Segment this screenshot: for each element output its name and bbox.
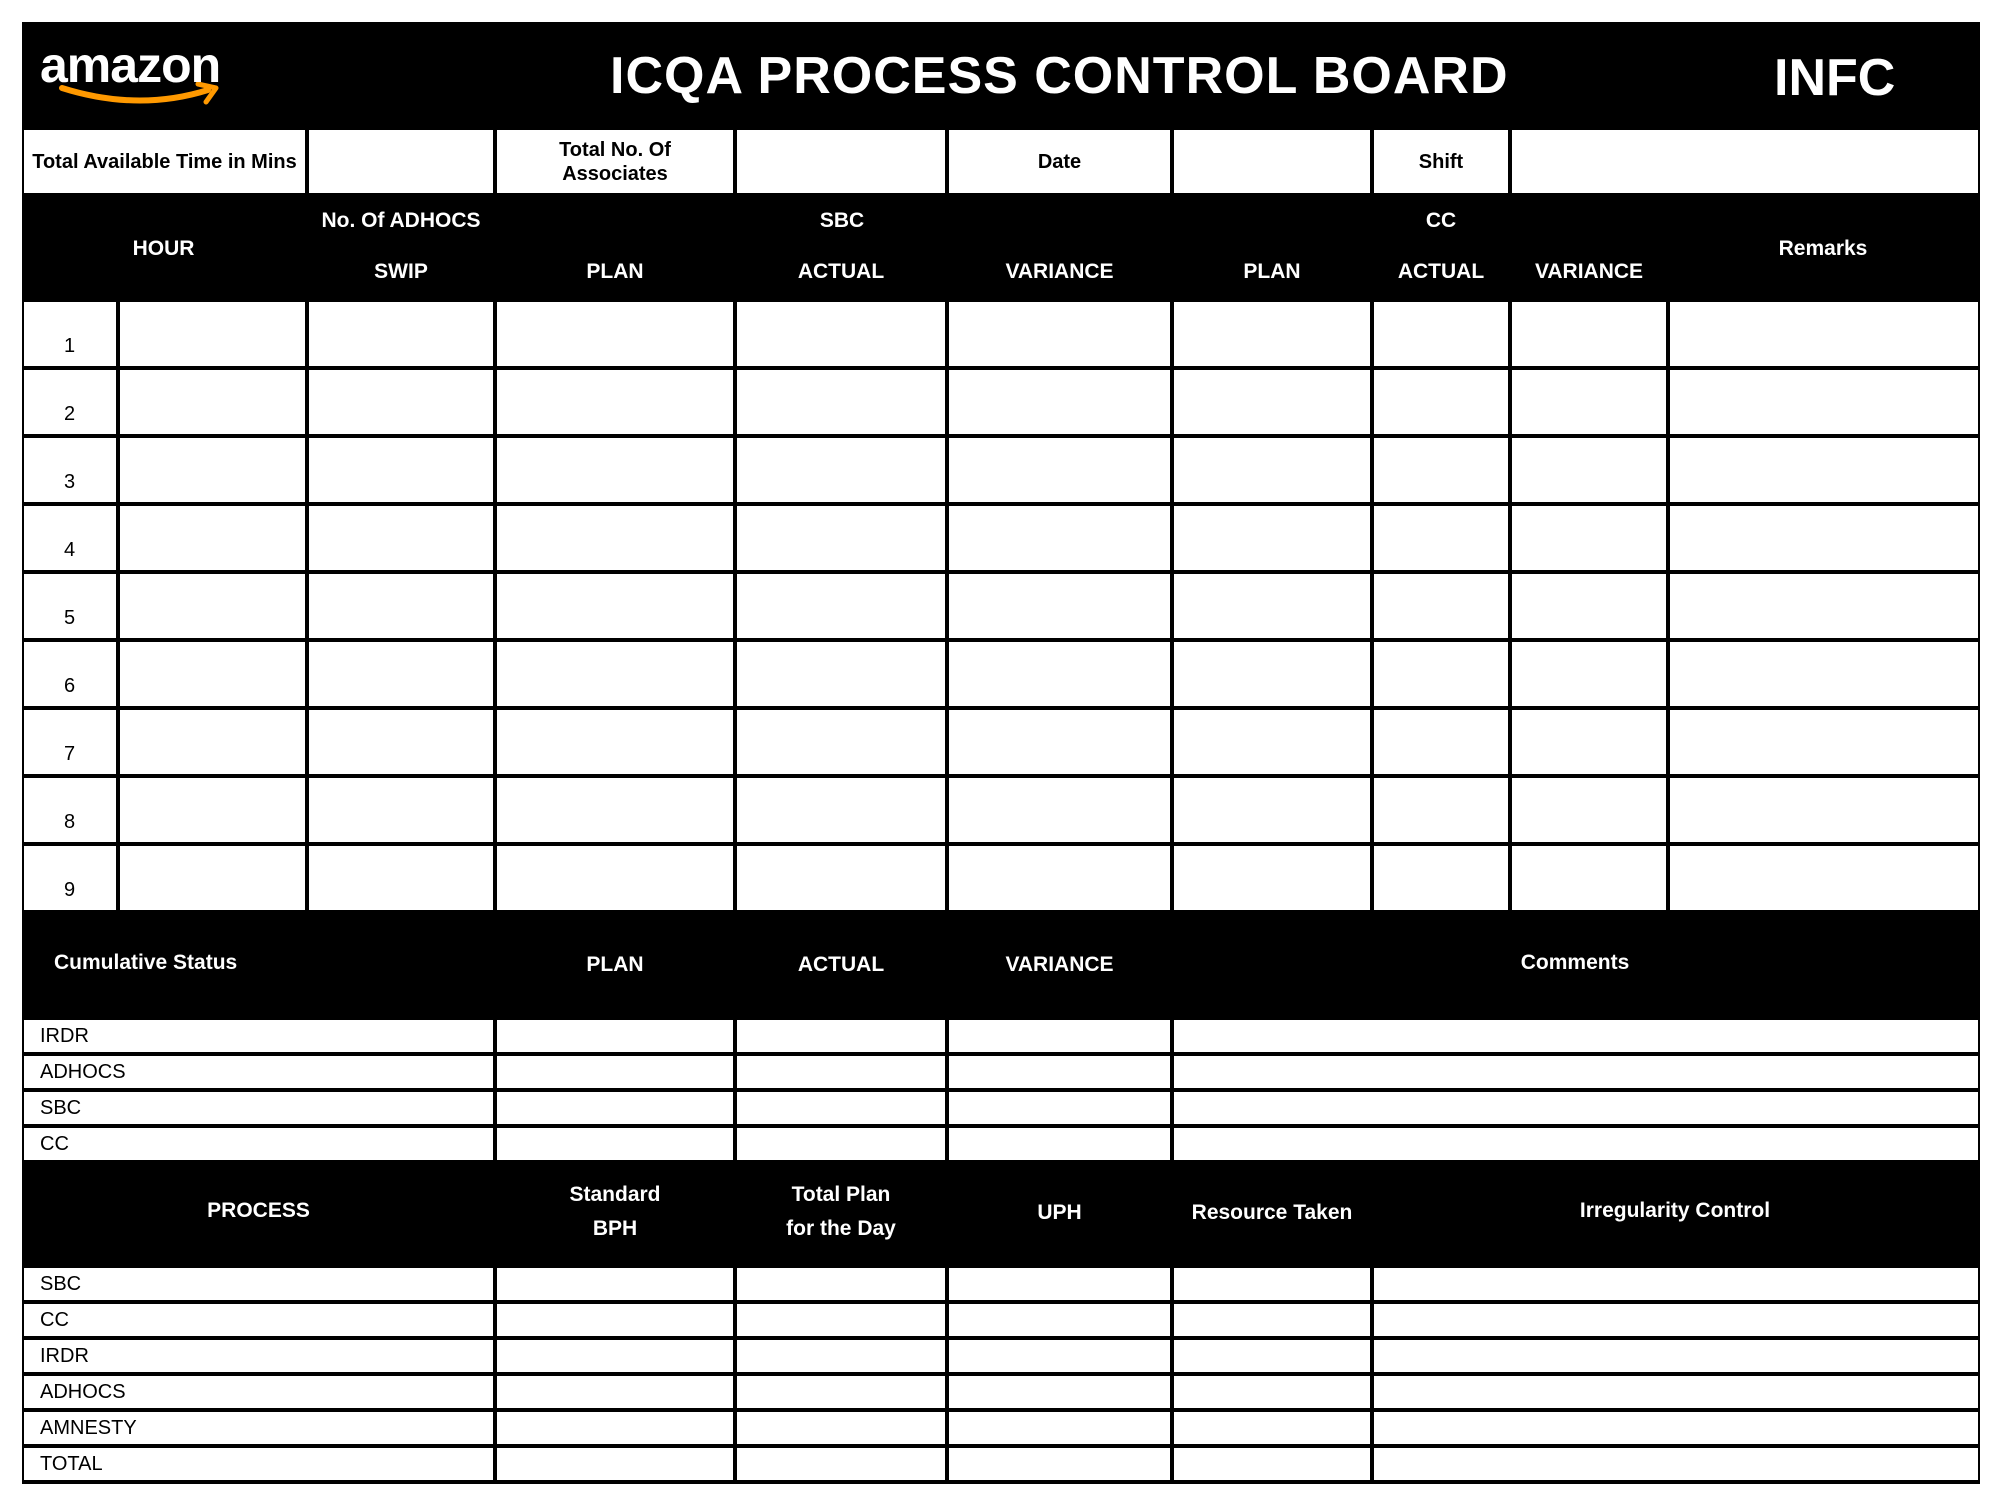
process-row-label: TOTAL: [40, 1453, 103, 1475]
cumulative-label-cell: [24, 1056, 493, 1088]
hour-number-cell: [24, 778, 116, 842]
process-input-cell[interactable]: [737, 1268, 945, 1300]
hourly-input-cell[interactable]: [1512, 370, 1666, 434]
hourly-input-cell[interactable]: [120, 370, 305, 434]
cumulative-row-label: IRDR: [40, 1025, 89, 1047]
hourly-input-cell[interactable]: [737, 506, 945, 570]
hourly-input-cell[interactable]: [497, 370, 733, 434]
hourly-input-cell[interactable]: [1374, 846, 1508, 910]
process-input-cell[interactable]: [737, 1448, 945, 1480]
hour-number: 9: [64, 879, 76, 901]
process-input-cell[interactable]: [1374, 1304, 1978, 1336]
hour-number-cell: [24, 506, 116, 570]
hourly-input-cell[interactable]: [497, 710, 733, 774]
hourly-input-cell[interactable]: [1174, 438, 1370, 502]
process-input-cell[interactable]: [949, 1448, 1170, 1480]
hourly-input-cell[interactable]: [949, 778, 1170, 842]
hourly-input-cell[interactable]: [1374, 370, 1508, 434]
hourly-input-cell[interactable]: [497, 778, 733, 842]
hour-number: 2: [64, 403, 76, 425]
hourly-input-cell[interactable]: [120, 302, 305, 366]
process-input-cell[interactable]: [737, 1412, 945, 1444]
process-input-cell[interactable]: [949, 1340, 1170, 1372]
process-label-cell: [24, 1412, 493, 1444]
total-associates-label-cell: [497, 130, 733, 193]
hourly-input-cell[interactable]: [1374, 778, 1508, 842]
cumulative-row-label: ADHOCS: [40, 1061, 126, 1083]
hourly-input-cell[interactable]: [309, 778, 493, 842]
process-label-cell: [24, 1304, 493, 1336]
hour-number-cell: [24, 710, 116, 774]
hourly-input-cell[interactable]: [120, 506, 305, 570]
process-input-cell[interactable]: [497, 1376, 733, 1408]
process-label-cell: [24, 1340, 493, 1372]
hourly-input-cell[interactable]: [737, 710, 945, 774]
hour-number: 7: [64, 743, 76, 765]
hourly-input-cell[interactable]: [1374, 710, 1508, 774]
shift-input[interactable]: [1512, 130, 1978, 193]
cumulative-actual-header: ACTUAL: [797, 953, 885, 976]
process-input-cell[interactable]: [1374, 1340, 1978, 1372]
hourly-input-cell[interactable]: [497, 506, 733, 570]
hourly-input-cell[interactable]: [737, 778, 945, 842]
hourly-input-cell[interactable]: [1374, 302, 1508, 366]
hourly-input-cell[interactable]: [1174, 302, 1370, 366]
comments-header: Comments: [1520, 951, 1630, 974]
process-input-cell[interactable]: [497, 1268, 733, 1300]
total-time-label: Total Available Time in Mins: [32, 150, 297, 173]
hour-number: 5: [64, 607, 76, 629]
hour-number-cell: [24, 370, 116, 434]
page-title: ICQA PROCESS CONTROL BOARD: [610, 47, 1509, 105]
hourly-input-cell[interactable]: [309, 574, 493, 638]
total-time-input[interactable]: [309, 130, 493, 193]
cumulative-input-cell[interactable]: [949, 1128, 1170, 1160]
hourly-input-cell[interactable]: [949, 846, 1170, 910]
process-input-cell[interactable]: [949, 1412, 1170, 1444]
process-row-label: CC: [40, 1309, 69, 1331]
cc-actual-header: ACTUAL: [1397, 260, 1485, 283]
hourly-input-cell[interactable]: [497, 846, 733, 910]
hourly-input-cell[interactable]: [497, 574, 733, 638]
hourly-input-cell[interactable]: [309, 506, 493, 570]
cumulative-row-label: CC: [40, 1133, 69, 1155]
hour-number-cell: [24, 302, 116, 366]
cc-plan-header: PLAN: [1243, 260, 1301, 283]
process-input-cell[interactable]: [737, 1376, 945, 1408]
cumulative-row-label: SBC: [40, 1097, 82, 1119]
process-row-label: AMNESTY: [40, 1417, 137, 1439]
process-input-cell[interactable]: [497, 1304, 733, 1336]
cumulative-input-cell[interactable]: [1174, 1020, 1978, 1052]
hourly-input-cell[interactable]: [1174, 710, 1370, 774]
hourly-input-cell[interactable]: [309, 438, 493, 502]
swip-header: SWIP: [374, 260, 428, 283]
total-plan-header-1: Total Plan: [791, 1183, 891, 1206]
process-input-cell[interactable]: [1374, 1448, 1978, 1480]
hourly-input-cell[interactable]: [1512, 574, 1666, 638]
sbc-variance-header: VARIANCE: [1005, 260, 1114, 283]
hourly-input-cell[interactable]: [949, 302, 1170, 366]
cumulative-plan-header: PLAN: [586, 953, 644, 976]
hour-number-cell: [24, 846, 116, 910]
hourly-input-cell[interactable]: [497, 438, 733, 502]
total-time-label-cell: [24, 130, 305, 193]
hourly-input-cell[interactable]: [1174, 846, 1370, 910]
hourly-input-cell[interactable]: [1670, 778, 1978, 842]
cumulative-label-cell: [24, 1020, 493, 1052]
hourly-input-cell[interactable]: [1174, 574, 1370, 638]
cumulative-input-cell[interactable]: [1174, 1056, 1978, 1088]
cumulative-input-cell[interactable]: [737, 1020, 945, 1052]
hourly-input-cell[interactable]: [1512, 438, 1666, 502]
process-header: PROCESS: [207, 1199, 310, 1222]
smile-arrow-icon: [58, 82, 228, 106]
cumulative-status-header: Cumulative Status: [54, 951, 238, 974]
hourly-input-cell[interactable]: [120, 846, 305, 910]
process-input-cell[interactable]: [737, 1304, 945, 1336]
process-input-cell[interactable]: [1374, 1412, 1978, 1444]
hourly-input-cell[interactable]: [949, 710, 1170, 774]
cumulative-input-cell[interactable]: [949, 1020, 1170, 1052]
hourly-input-cell[interactable]: [1670, 438, 1978, 502]
process-input-cell[interactable]: [1174, 1304, 1370, 1336]
hour-number-cell: [24, 574, 116, 638]
hourly-input-cell[interactable]: [949, 574, 1170, 638]
hourly-input-cell[interactable]: [497, 642, 733, 706]
hourly-input-cell[interactable]: [949, 438, 1170, 502]
shift-label-cell: [1374, 130, 1508, 193]
hourly-input-cell[interactable]: [1174, 778, 1370, 842]
sbc-plan-header: PLAN: [586, 260, 644, 283]
hourly-input-cell[interactable]: [1670, 506, 1978, 570]
hourly-input-cell[interactable]: [309, 710, 493, 774]
hourly-input-cell[interactable]: [1512, 506, 1666, 570]
sbc-header: SBC: [819, 209, 865, 232]
adhocs-header: No. Of ADHOCS: [321, 209, 481, 232]
hourly-input-cell[interactable]: [737, 574, 945, 638]
hourly-input-cell[interactable]: [1174, 642, 1370, 706]
irregularity-control-header: Irregularity Control: [1579, 1199, 1771, 1222]
hourly-input-cell[interactable]: [309, 642, 493, 706]
cumulative-input-cell[interactable]: [1174, 1092, 1978, 1124]
process-input-cell[interactable]: [1174, 1340, 1370, 1372]
hourly-input-cell[interactable]: [1670, 846, 1978, 910]
hourly-input-cell[interactable]: [1174, 506, 1370, 570]
hourly-input-cell[interactable]: [1670, 302, 1978, 366]
process-input-cell[interactable]: [497, 1448, 733, 1480]
hourly-input-cell[interactable]: [1512, 710, 1666, 774]
process-label-cell: [24, 1268, 493, 1300]
hourly-input-cell[interactable]: [949, 370, 1170, 434]
process-input-cell[interactable]: [949, 1268, 1170, 1300]
hourly-input-cell[interactable]: [1512, 778, 1666, 842]
cc-variance-header: VARIANCE: [1534, 260, 1644, 283]
cumulative-label-cell: [24, 1128, 493, 1160]
hourly-input-cell[interactable]: [949, 506, 1170, 570]
process-input-cell[interactable]: [1174, 1376, 1370, 1408]
hourly-input-cell[interactable]: [1374, 642, 1508, 706]
remarks-header: Remarks: [1778, 237, 1868, 260]
hourly-input-cell[interactable]: [737, 302, 945, 366]
hourly-input-cell[interactable]: [497, 302, 733, 366]
hourly-input-cell[interactable]: [737, 642, 945, 706]
hourly-input-cell[interactable]: [120, 710, 305, 774]
process-input-cell[interactable]: [1374, 1268, 1978, 1300]
total-associates-input[interactable]: [737, 130, 945, 193]
hourly-input-cell[interactable]: [120, 438, 305, 502]
process-row-label: ADHOCS: [40, 1381, 126, 1403]
hourly-input-cell[interactable]: [1512, 642, 1666, 706]
cumulative-input-cell[interactable]: [737, 1056, 945, 1088]
hourly-input-cell[interactable]: [120, 574, 305, 638]
process-row-label: SBC: [40, 1273, 82, 1295]
total-plan-header-2: for the Day: [786, 1217, 896, 1240]
process-input-cell[interactable]: [497, 1340, 733, 1372]
hourly-input-cell[interactable]: [1512, 302, 1666, 366]
hourly-input-cell[interactable]: [309, 302, 493, 366]
hourly-input-cell[interactable]: [737, 438, 945, 502]
logo-text: amazon: [40, 37, 221, 93]
process-input-cell[interactable]: [1174, 1412, 1370, 1444]
standard-bph-header-1: Standard: [569, 1183, 661, 1206]
process-row-label: IRDR: [40, 1345, 89, 1367]
process-input-cell[interactable]: [737, 1340, 945, 1372]
hour-number: 3: [64, 471, 76, 493]
process-input-cell[interactable]: [949, 1376, 1170, 1408]
sbc-actual-header: ACTUAL: [797, 260, 885, 283]
total-associates-label-1: Total No. Of: [559, 138, 671, 161]
hourly-input-cell[interactable]: [120, 642, 305, 706]
process-control-board: [22, 22, 1980, 1484]
hourly-input-cell[interactable]: [120, 778, 305, 842]
process-input-cell[interactable]: [949, 1304, 1170, 1336]
hour-number-cell: [24, 438, 116, 502]
process-input-cell[interactable]: [1174, 1448, 1370, 1480]
hourly-input-cell[interactable]: [1374, 506, 1508, 570]
hourly-input-cell[interactable]: [309, 370, 493, 434]
process-input-cell[interactable]: [1174, 1268, 1370, 1300]
hour-number: 6: [64, 675, 76, 697]
hourly-input-cell[interactable]: [1174, 370, 1370, 434]
cumulative-input-cell[interactable]: [737, 1128, 945, 1160]
hour-number: 1: [64, 335, 76, 357]
hourly-input-cell[interactable]: [737, 846, 945, 910]
cc-header: CC: [1425, 209, 1457, 232]
cumulative-input-cell[interactable]: [949, 1092, 1170, 1124]
cumulative-input-cell[interactable]: [497, 1128, 733, 1160]
amazon-logo: [40, 36, 220, 94]
hourly-input-cell[interactable]: [309, 846, 493, 910]
cumulative-input-cell[interactable]: [1174, 1128, 1978, 1160]
process-input-cell[interactable]: [1374, 1376, 1978, 1408]
total-associates-label-2: Associates: [562, 162, 668, 185]
hour-number-cell: [24, 642, 116, 706]
site-code: INFC: [1774, 49, 1896, 107]
cumulative-variance-header: VARIANCE: [1005, 953, 1114, 976]
date-input[interactable]: [1174, 130, 1370, 193]
hourly-input-cell[interactable]: [1670, 370, 1978, 434]
hourly-input-cell[interactable]: [949, 642, 1170, 706]
hour-number: 8: [64, 811, 76, 833]
hourly-input-cell[interactable]: [1374, 574, 1508, 638]
cumulative-input-cell[interactable]: [737, 1092, 945, 1124]
hourly-input-cell[interactable]: [1670, 574, 1978, 638]
standard-bph-header-2: BPH: [592, 1217, 638, 1240]
hourly-input-cell[interactable]: [1670, 642, 1978, 706]
date-label: Date: [1037, 150, 1082, 173]
hourly-input-cell[interactable]: [1512, 846, 1666, 910]
cumulative-label-cell: [24, 1092, 493, 1124]
hourly-input-cell[interactable]: [1670, 710, 1978, 774]
process-label-cell: [24, 1376, 493, 1408]
shift-label: Shift: [1418, 150, 1464, 173]
cumulative-input-cell[interactable]: [497, 1020, 733, 1052]
process-label-cell: [24, 1448, 493, 1480]
hour-header: HOUR: [132, 237, 195, 260]
uph-header: UPH: [1037, 1201, 1082, 1224]
date-label-cell: [949, 130, 1170, 193]
cumulative-input-cell[interactable]: [949, 1056, 1170, 1088]
resource-taken-header: Resource Taken: [1191, 1201, 1353, 1224]
process-input-cell[interactable]: [497, 1412, 733, 1444]
hour-number: 4: [64, 539, 76, 561]
hourly-input-cell[interactable]: [737, 370, 945, 434]
hourly-input-cell[interactable]: [1374, 438, 1508, 502]
cumulative-input-cell[interactable]: [497, 1092, 733, 1124]
cumulative-input-cell[interactable]: [497, 1056, 733, 1088]
